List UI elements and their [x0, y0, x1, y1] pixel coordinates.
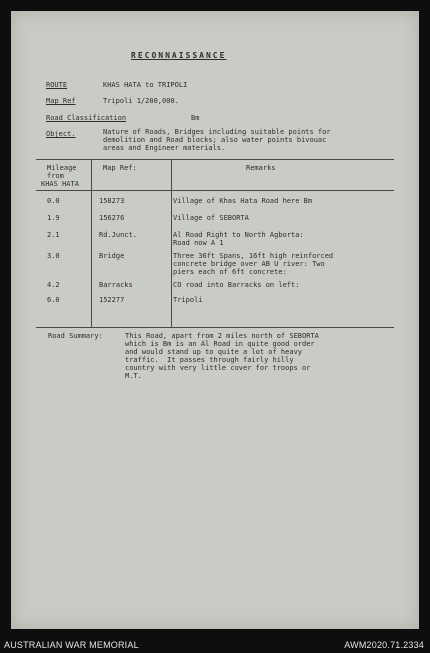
- table-cell-map-ref: 152277: [99, 296, 125, 304]
- table-cell-mileage: 0.0: [47, 197, 60, 205]
- table-cell-map-ref: 156276: [99, 214, 125, 222]
- footer-source: AUSTRALIAN WAR MEMORIAL: [4, 640, 139, 650]
- object-line: areas and Engineer materials.: [103, 144, 226, 152]
- table-cell-remarks: Village of SEBORTA: [173, 214, 249, 222]
- table-cell-map-ref: Barracks: [99, 281, 133, 289]
- document-page: [11, 11, 419, 629]
- table-cell-remarks: Three 36ft Spans, 16ft high reinforced: [173, 252, 334, 260]
- map-ref-value: Tripoli 1/200,000.: [103, 97, 179, 105]
- summary-line: M.T.: [125, 372, 142, 380]
- object-label: Object.: [46, 130, 76, 138]
- table-cell-map-ref: Bridge: [99, 252, 125, 260]
- summary-line: and would stand up to quite a lot of heavy: [125, 348, 303, 356]
- table-cell-remarks: Tripoli: [173, 296, 203, 304]
- table-cell-mileage: 6.0: [47, 296, 60, 304]
- table-bottom-rule: [36, 327, 394, 328]
- header-remarks: Remarks: [246, 164, 276, 172]
- header-mileage: Mileage: [47, 164, 77, 172]
- route-value: KHAS HATA to TRIPOLI: [103, 81, 188, 89]
- header-map-ref: Map Ref:: [103, 164, 137, 172]
- table-cell-remarks: Village of Khas Hata Road here Bm: [173, 197, 313, 205]
- table-header-rule: [36, 190, 394, 191]
- header-mileage: from: [47, 172, 64, 180]
- summary-line: country with very little cover for troops or: [125, 364, 311, 372]
- object-line: Nature of Roads, Bridges including suitable points for: [103, 128, 331, 136]
- header-mileage: KHAS HATA: [41, 180, 79, 188]
- object-line: demolition and Road blocks; also water points bivouac: [103, 136, 327, 144]
- table-cell-map-ref: Rd.Junct.: [99, 231, 137, 239]
- table-column-divider: [171, 159, 172, 327]
- summary-label: Road Summary:: [48, 332, 103, 340]
- table-cell-mileage: 2.1: [47, 231, 60, 239]
- map-ref-label: Map Ref: [46, 97, 76, 105]
- table-cell-mileage: 3.0: [47, 252, 60, 260]
- summary-line: This Road, apart from 2 miles north of SEBORTA: [125, 332, 319, 340]
- table-column-divider: [91, 159, 92, 327]
- table-cell-remarks: Al Road Right to North Agborta:: [173, 231, 304, 239]
- classification-value: Bm: [191, 114, 200, 122]
- footer-catalog-number: AWM2020.71.2334: [344, 640, 424, 650]
- table-cell-mileage: 1.9: [47, 214, 60, 222]
- table-cell-remarks: concrete bridge over AB U river: Two: [173, 260, 325, 268]
- table-cell-remarks: CO road into Barracks on left:: [173, 281, 300, 289]
- table-cell-mileage: 4.2: [47, 281, 60, 289]
- classification-label: Road Classification: [46, 114, 127, 122]
- table-cell-remarks: piers each of 6ft concrete:: [173, 268, 287, 276]
- table-top-rule: [36, 159, 394, 160]
- route-label: ROUTE: [46, 81, 68, 89]
- table-cell-map-ref: 158273: [99, 197, 125, 205]
- summary-line: traffic. It passes through fairly hilly: [125, 356, 294, 364]
- summary-line: which is Bm is an Al Road in quite good order: [125, 340, 315, 348]
- document-title: RECONNAISSANCE: [131, 51, 227, 60]
- table-cell-remarks: Road now A 1: [173, 239, 224, 247]
